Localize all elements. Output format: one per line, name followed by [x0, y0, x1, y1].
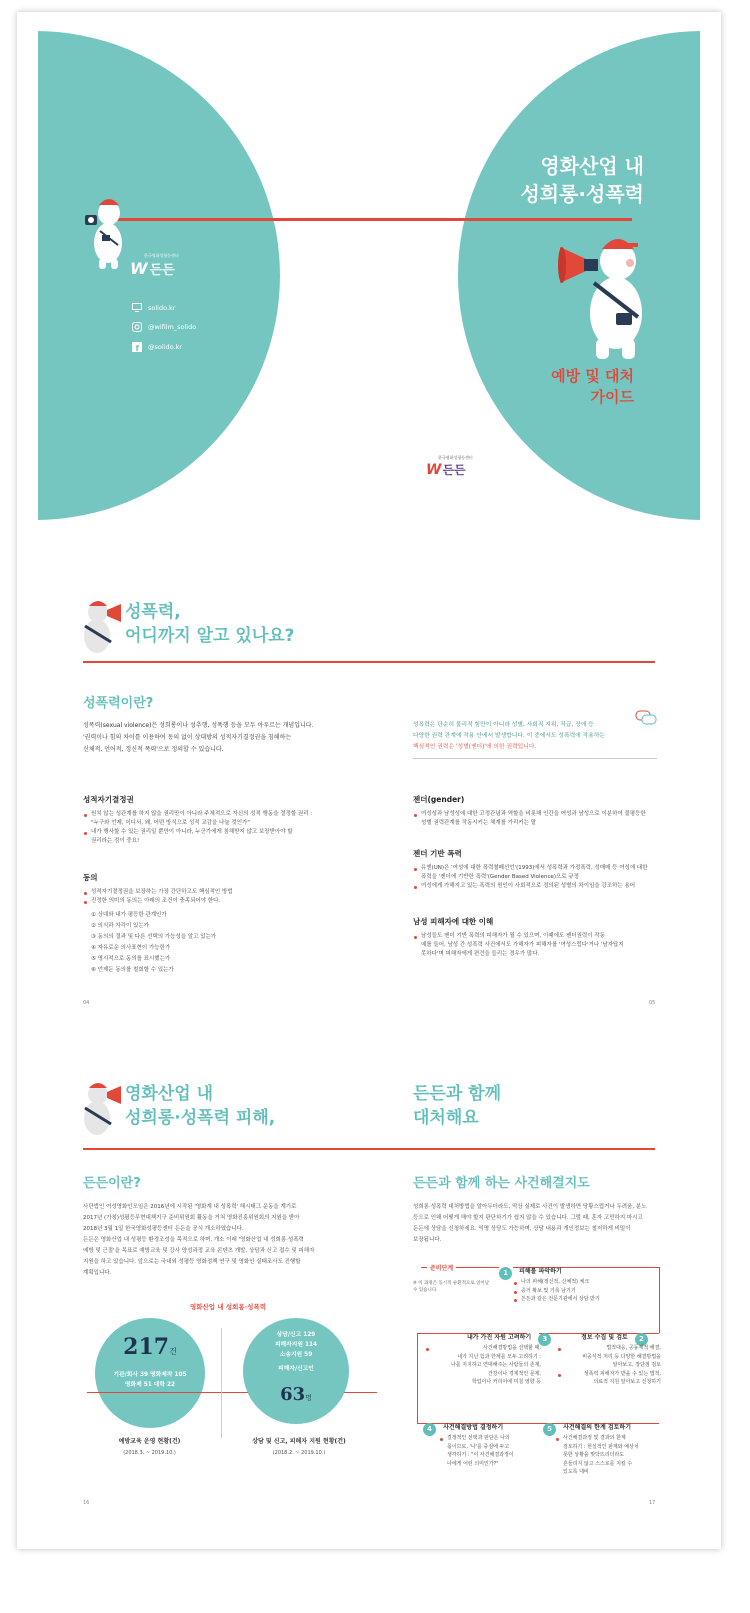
guide-body: [413, 1202, 683, 1246]
numbered-item: ② 의식과 자각이 있는가: [91, 923, 149, 929]
quote-box: [413, 720, 653, 753]
flow-map: [413, 1260, 663, 1500]
cover-title-line2: 성희롱·성폭력: [520, 182, 644, 206]
page-number-right: 05: [649, 1000, 656, 1006]
list-item: 남성들도 젠더 기반 폭력의 피해자가 될 수 있으며, 이때에도 젠더권력이 작동 예를 들어, 남성 간 성폭력 사건에서도 가해자가 피해자를 '여성스럽다'거나 '남자답지 못하다'며 피해자에게 편견을 들리는 경우가 많다.: [413, 932, 675, 959]
numbered-item: ③ 동의의 결과 및 다른 선택의 가능성을 알고 있는가: [91, 934, 217, 940]
step-number: 4: [423, 1423, 436, 1436]
about-body: [83, 1202, 383, 1279]
step-title: 정보 수집 및 검토: [581, 1334, 628, 1341]
quote-line: 성폭력은 단순히 물리적 힘만이 아니라 성별, 사회적 지위, 직급, 장애 등: [413, 722, 594, 728]
section-gbv-list: [413, 864, 675, 891]
step-3-items: [425, 1344, 541, 1387]
cover-subtitle-line1: 예방 및 대처: [551, 367, 634, 385]
step-title: 사건해결방법 결정하기: [443, 1424, 504, 1431]
spread1-rule: [83, 661, 655, 663]
spread2-heading-right-line1: 든든과 함께: [413, 1084, 502, 1104]
section-gender-list: [413, 810, 675, 828]
about-body-line: 예방 및 근절'을 목표로 예방교육 및 강사 양성과정 교육 콘텐츠 개발, 상담과 신고 접수 및 피해자: [83, 1248, 315, 1254]
step-1-items: [513, 1278, 600, 1304]
section-gender-title: 젠더(gender): [413, 795, 465, 804]
speech-bubble-icon: [635, 710, 657, 726]
guide-body-line: 성희롱·성폭력 대처방법을 알아두더라도, 막상 실제로 사건이 발생하면 당황스럽거나 두려움, 분노: [413, 1204, 647, 1210]
about-title: 든든이란?: [83, 1176, 141, 1191]
about-body-line: 든든은 영화산업 내 성평등 환경조성을 목적으로 하며, 개소 이래 '영화산업 내 성희롱·성폭력: [83, 1237, 304, 1243]
list-item: 성폭력 피해자가 받을 수 있는 법적, 의료적 지원 알아보고 신청하기: [557, 1370, 661, 1387]
guide-body-line: 보장됩니다.: [413, 1237, 442, 1243]
numbered-item: ⑤ 명시적으로 동의를 표시했는가: [91, 956, 171, 962]
logo-text: 든든: [149, 263, 175, 278]
contact-instagram-text: @wifilm_solido: [148, 323, 197, 331]
contact-facebook[interactable]: [132, 342, 196, 352]
spread2-heading-right: [413, 1082, 501, 1130]
section-consent-list: [83, 888, 373, 906]
step-4-items: [439, 1434, 539, 1468]
page-number-right-2: 17: [649, 1500, 656, 1506]
facebook-icon: [132, 342, 142, 352]
step-number: 2: [635, 1333, 648, 1346]
section-consent-title: 동의: [83, 873, 98, 882]
step-4: [423, 1416, 505, 1436]
spread1-heading-line2: 어디까지 알고 있나요?: [125, 626, 295, 646]
list-item: 여성성과 남성성에 대한 고정관념과 역할을 비롯해 인간을 여성과 남성으로 이분하여 불평등한 성별 권력관계를 작동시키는 체계를 가리키는 말: [413, 810, 675, 828]
spread2-heading-left-line1: 영화산업 내: [125, 1084, 214, 1104]
step-2-items: [557, 1344, 661, 1387]
spread1-heading-line1: 성폭력,: [125, 602, 181, 622]
stats-vertical-divider: [221, 1328, 222, 1438]
stat-line: 영화제 51 대학 22: [124, 1382, 176, 1388]
contact-facebook-text: @solido.kr: [148, 343, 182, 351]
cover-spread: [38, 31, 700, 520]
page-number-left: 04: [83, 1000, 90, 1006]
contact-web[interactable]: [132, 303, 196, 312]
mascot-small-illustration: [75, 596, 125, 654]
web-icon: [132, 303, 142, 312]
list-item: 사건해결방법을 선택할 때, 내가 지닌 힘과 한계를 모두 고려하기 : 나를 지지하고 연대해주는 사람들의 존재, 건강이나 경제적인 문제, 학업이나 커리어에 미칠 영향 등: [425, 1344, 541, 1387]
what-body-line: '권력이나 힘의 차이를 이용하여 동의 없이 상대방의 성적자기결정권을 침해하는: [83, 734, 292, 741]
cover-title: [520, 152, 644, 208]
stat-line: 소송지원 59: [279, 1352, 313, 1358]
step-2: [579, 1326, 648, 1346]
contact-list: [132, 303, 196, 352]
what-body-line: 신체적, 언어적, 정신적 폭력'으로 정의할 수 있습니다.: [83, 746, 224, 753]
logo-w-icon-right: W: [426, 461, 442, 478]
quote-line: 핵심적인 권력은 '성별(젠더)'에 의한 권력입니다.: [413, 744, 537, 750]
stat-line: 피해자/신고인: [278, 1366, 314, 1372]
stat-education-number: 217: [123, 1334, 170, 1360]
stat-support-number: 63: [280, 1384, 306, 1405]
stat-support-big: [243, 1384, 349, 1405]
spread-1: [17, 582, 721, 1012]
section-gbv-title: 젠더 기반 폭력: [413, 849, 462, 858]
step-title: 피해를 파악하기: [519, 1268, 562, 1275]
stat-support-caption: 상담 및 신고, 피해자 지원 현황(건): [252, 1438, 346, 1445]
list-item: 나의 피해(정신적, 신체적) 체크: [513, 1278, 600, 1287]
what-body-line: 성폭력(sexual violence)은 성희롱이나 성추행, 성폭행 등을 모두 아우르는 개념입니다.: [83, 722, 314, 729]
list-item: 유엔(UN)은 '여성에 대한 폭력철폐선언'(1993)에서 성폭력과 가정폭력, 성매매 등 여성에 대한 폭력을 '젠더에 기반한 폭력'(Gender Based Violence)으로 규정: [413, 864, 675, 882]
consent-numbered-list: [91, 910, 216, 976]
quote-line: 다양한 권력 관계에 작용 안에서 발생합니다. 이 중에서도 성폭력에 작용하는: [413, 733, 606, 739]
spread-2: [17, 1064, 721, 1549]
mascot-small-illustration-2: [75, 1078, 125, 1136]
about-body-line: 2017년 (가칭)성평등무현대책기구 준비위원회 활동을 거쳐 영화진흥위원회의 지원을 받아: [83, 1215, 300, 1221]
step-number: 5: [543, 1423, 556, 1436]
step-number: 3: [538, 1333, 551, 1346]
stat-education-lines: [95, 1370, 205, 1390]
section-self-determination-list: [83, 810, 373, 846]
stat-support-period: (2018.2. ~ 2019.10.): [272, 1450, 326, 1456]
contact-web-text: solido.kr: [148, 303, 176, 312]
numbered-item: ① 상대와 내가 평등한 관계인가: [91, 912, 167, 918]
step-5-items: [555, 1434, 663, 1477]
numbered-item: ⑥ 언제든 동의를 철회할 수 있는가: [91, 967, 174, 973]
logo-w-icon: W: [130, 259, 148, 278]
guide-body-line: 든든에 상담을 신청하세요. 익명 상담도 가능하며, 상담 내용과 개인정보는 철저하게 비밀이: [413, 1226, 631, 1232]
step-5: [543, 1416, 633, 1436]
logo-text-right: 든든: [442, 463, 466, 477]
list-item: 증거 확보 및 기록 남기기: [513, 1287, 600, 1296]
cover-logo-left: [130, 253, 179, 278]
list-item: 진정한 의미의 동의는 아래의 조건이 충족되어야 한다.: [83, 897, 373, 906]
flow-line: [659, 1267, 660, 1333]
step-1: [499, 1260, 564, 1280]
cover-logo-right: [426, 455, 473, 478]
document-sheet: [17, 12, 721, 1549]
stat-support-lines: [243, 1330, 349, 1374]
step-3: [465, 1326, 551, 1346]
step-title: 내가 가진 자원 고려하기: [467, 1334, 532, 1341]
quote-underline: [413, 758, 657, 759]
prep-label: 준비단계: [427, 1263, 456, 1272]
step-title: 사건해결의 한계 검토하기: [563, 1424, 632, 1431]
mascot-camera-illustration: [82, 191, 132, 271]
stats-title: 영화산업 내 성희롱·성폭력: [189, 1303, 267, 1311]
what-title: 성폭력이란?: [83, 696, 154, 711]
list-item: 든든과 같은 전문기관에서 상담 받기: [513, 1295, 600, 1304]
stat-education-big: [95, 1334, 205, 1360]
list-item: 성적자기결정권을 보장하는 가장 간단하고도 핵심적인 방법: [83, 888, 373, 897]
stat-education-caption: 예방교육 운영 현황(건): [118, 1438, 181, 1445]
about-body-line: 2018년 3월 1일 한국영화성평등센터 든든을 공식 개소하였습니다.: [83, 1226, 244, 1232]
guide-title: 든든과 함께 하는 사건해결지도: [413, 1176, 590, 1191]
stat-line: 기관/회사 39 영화제작 105: [113, 1372, 187, 1378]
stat-support-unit: 명: [305, 1394, 312, 1402]
spread2-heading-left: [125, 1082, 275, 1130]
stat-education-period: (2018.3. ~ 2019.10.): [123, 1450, 176, 1456]
spread2-rule: [83, 1148, 655, 1150]
section-male-victim-title: 남성 피해자에 대한 이해: [413, 917, 494, 926]
stat-education-unit: 건: [169, 1347, 177, 1356]
step-number: 1: [499, 1267, 512, 1280]
cover-title-line1: 영화산업 내: [540, 154, 644, 178]
list-item: 원치 않는 성관계를 하지 않을 권리만이 아니라 주체적으로 자신의 성적 행동을 결정할 권리 : "누구와 언제, 어디서, 왜, 어떤 방식으로 성적 교감을 나눌 것인가": [83, 810, 373, 828]
list-item: 법적대응, 공동체적 해결, 비공식적 처리 등 다양한 해결방법을 알아보고, 장단점 검토: [557, 1344, 661, 1370]
page-number-left-2: 16: [83, 1500, 90, 1506]
about-body-line: 사단법인 여성영화인모임은 2016년에 시작된 '영화계 내 성폭력' 해시태그 운동을 계기로: [83, 1204, 297, 1210]
prep-note: ※ 이 과정은 동시적 순환적으로 일어날 수 있습니다.: [413, 1281, 490, 1293]
guide-body-line: 등으로 인해 어떻게 해야 할지 판단하기가 쉽지 않을 수 있습니다. 그럴 때, 혼자 고민하지 마시고: [413, 1215, 643, 1221]
spread2-heading-left-line2: 성희롱·성폭력 피해,: [125, 1108, 276, 1128]
flow-line: [417, 1333, 418, 1423]
instagram-icon: [132, 322, 142, 332]
svg-text:f: f: [135, 344, 139, 352]
about-body-line: 지원을 하고 있습니다. 앞으로는 국내외 성평등 영화정책 연구 및 영화인 실태조사도 진행할: [83, 1259, 301, 1265]
stat-line: 피해자지원 114: [274, 1342, 318, 1348]
cover-subtitle: [551, 366, 634, 408]
list-item: 결정적인 선택과 판단은 나의 몫이므로, '나'를 중심에 두고 생각하기 : "이 사건해결과정이 나에게 어떤 의미인가?": [439, 1434, 539, 1468]
list-item: 사건해결과정 및 결과의 한계 검토하기 : 현실적인 판계와 예상치 못한 상황을 맞닥뜨리더라도 흔들리지 않고 스스로를 지킬 수 있도록 대비: [555, 1434, 663, 1477]
spread2-heading-right-line2: 대처해요: [413, 1108, 479, 1128]
section-self-determination-title: 성적자기결정권: [83, 795, 134, 804]
mascot-megaphone-illustration: [556, 221, 656, 361]
spread1-heading: [125, 600, 295, 648]
cover-subtitle-line2: 가이드: [590, 388, 634, 406]
what-body: [83, 720, 373, 756]
stat-line: 상담/신고 129: [276, 1332, 316, 1338]
about-body-line: 계획입니다.: [83, 1270, 112, 1276]
section-male-victim-list: [413, 932, 675, 959]
list-item: 여성에게 가해지고 있는 폭력의 원인이 사회적으로 정의된 성별의 차이임을 강조하는 용어: [413, 882, 675, 891]
numbered-item: ④ 자유로운 의사표현이 가능한가: [91, 945, 171, 951]
contact-instagram[interactable]: [132, 322, 196, 332]
logo-small-text-right: 한국영화성평등센터: [438, 455, 473, 460]
logo-small-text: 한국영화성평등센터: [144, 253, 179, 258]
cover-red-line: [110, 218, 632, 221]
list-item: 내가 행사할 수 있는 권리일 뿐만이 아니라, 누군가에게 침해받지 않고 보장받아야 할 권리라는 점이 중요!: [83, 828, 373, 846]
